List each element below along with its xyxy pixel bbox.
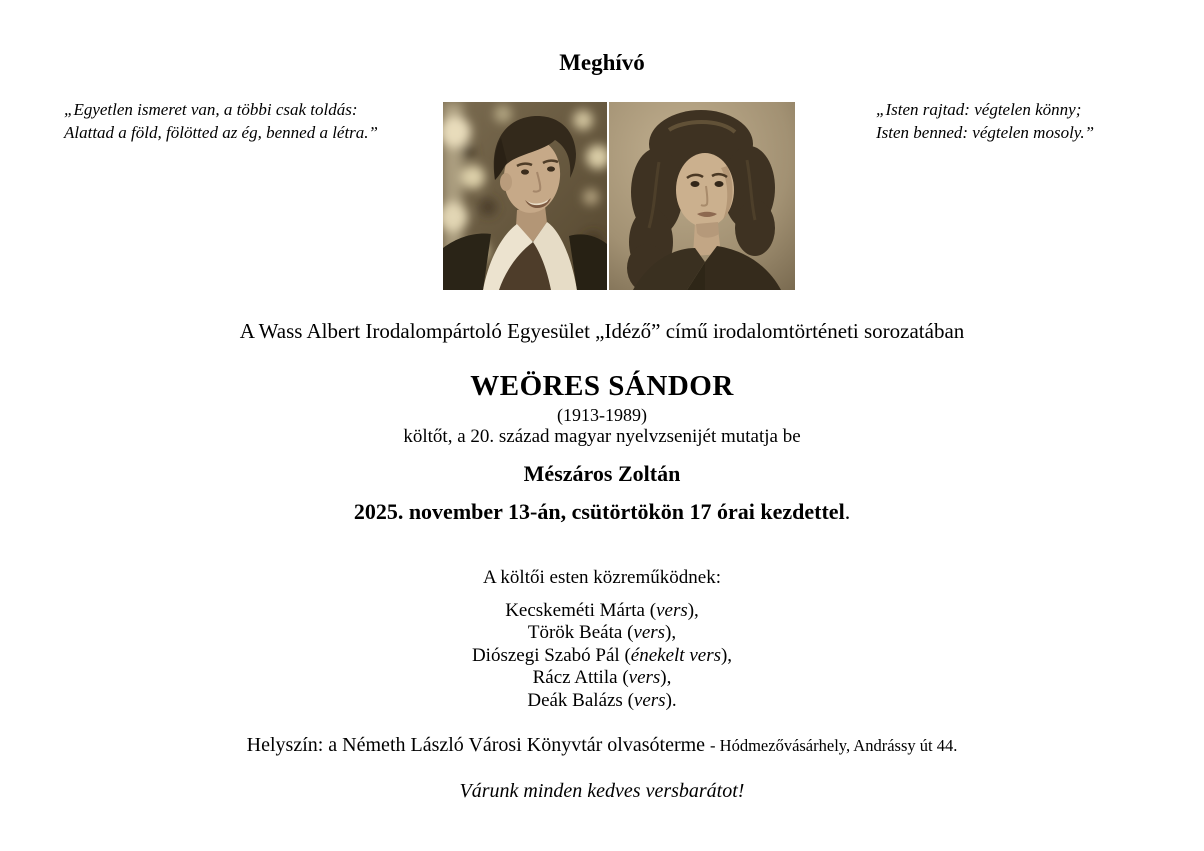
performer-name: Diószegi Szabó Pál (471, 644, 620, 666)
performer-row (0, 667, 1204, 689)
performer-name: Rácz Attila (532, 667, 618, 689)
photo-woman-portrait (609, 102, 795, 290)
performer-name: Török Beáta (527, 622, 623, 644)
quote-right-line2: Isten benned: végtelen mosoly.” (876, 122, 1095, 142)
poet-description: költőt, a 20. század magyar nyelvzsenijét mutatja be (403, 426, 801, 447)
performer-tail: ), (687, 600, 699, 621)
presenter-name: Mészáros Zoltán (523, 461, 681, 486)
performer-paren-open: ( (622, 667, 629, 689)
performer-name: Deák Balázs (527, 689, 623, 711)
quote-left-line1: „Egyetlen ismeret van, a többi csak toldás: (64, 100, 358, 119)
quote-left (64, 99, 378, 144)
event-datetime (0, 499, 1204, 525)
performer-role: vers (628, 667, 661, 689)
series-line: A Wass Albert Irodalompártoló Egyesület „Idéző” című irodalomtörténeti sorozatában (239, 319, 965, 343)
performer-tail: ), (720, 644, 733, 666)
page-title: Meghívó (559, 50, 645, 75)
quote-right-line1: „Isten rajtad: végtelen könny; (876, 100, 1082, 119)
performer-tail: ), (665, 622, 677, 644)
event-datetime-period: . (844, 499, 851, 524)
poet-years: (1913-1989) (557, 405, 647, 425)
performer-row (0, 622, 1204, 644)
performers-list (0, 600, 1204, 712)
performer-role: énekelt vers (630, 644, 721, 666)
photo-man-portrait (443, 102, 607, 290)
location-line (0, 734, 1204, 757)
performer-paren-open: ( (649, 600, 657, 621)
performer-tail: ), (660, 667, 672, 689)
location-detail: - Hódmezővásárhely, Andrássy út 44. (710, 736, 958, 755)
quote-right (876, 99, 1094, 144)
performer-row (0, 645, 1204, 667)
closing-line: Várunk minden kedves versbarátot! (459, 780, 745, 802)
performer-role: vers (656, 600, 688, 621)
performer-paren-open: ( (624, 644, 631, 666)
location-main: Helyszín: a Németh László Városi Könyvtár olvasóterme (246, 734, 706, 756)
performer-name: Kecskeméti Márta (505, 600, 645, 621)
performer-role: vers (633, 622, 666, 644)
performer-role: vers (633, 689, 666, 711)
poet-name: WEÖRES SÁNDOR (470, 370, 734, 402)
performer-tail: ). (665, 689, 677, 711)
performer-paren-open: ( (627, 622, 634, 644)
event-datetime-text: 2025. november 13-án, csütörtökön 17 órai kezdettel (353, 499, 845, 524)
performer-row (0, 690, 1204, 712)
quote-left-line2: Alattad a föld, fölötted az ég, benned a létra.” (64, 122, 379, 142)
performers-intro: A költői esten közreműködnek: (483, 567, 721, 588)
performer-row (0, 600, 1204, 622)
portrait-photos (443, 102, 795, 290)
performer-paren-open: ( (627, 689, 634, 711)
